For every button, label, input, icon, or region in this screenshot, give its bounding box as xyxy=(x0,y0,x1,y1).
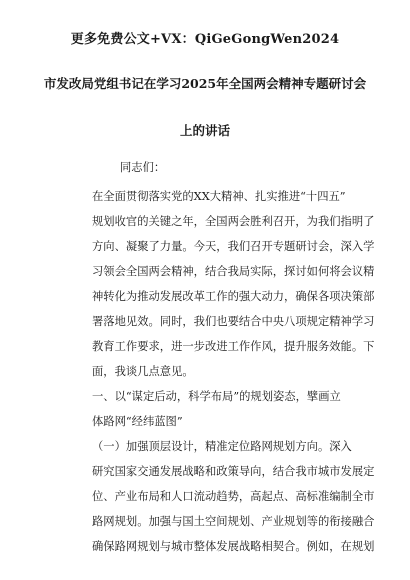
document-title-line1: 市发改局党组书记在学习2025年全国两会精神专题研讨会 xyxy=(43,76,367,91)
greeting: 同志们： xyxy=(120,161,166,174)
body-line: 确保路网规划与城市整体发展战略相契合。例如，在规划 xyxy=(92,540,375,553)
body-line: 方向、凝聚了力量。今天，我们召开专题研讨会，深入学 xyxy=(92,240,375,253)
body-line: 规划收官的关键之年，全国两会胜利召开，为我们指明了 xyxy=(92,215,375,228)
body-line: 位、产业布局和人口流动趋势，高起点、高标准编制全市 xyxy=(92,490,375,503)
body-line: 署落地见效。同时，我们也要结合中央八项规定精神学习 xyxy=(92,315,375,328)
body-line: 研究国家交通发展战略和政策导向，结合我市城市发展定 xyxy=(92,465,375,478)
body-line: 教育工作要求，进一步改进工作作风，提升服务效能。下 xyxy=(92,340,375,353)
body-line: 面，我谈几点意见。 xyxy=(92,365,194,378)
section-heading-line: 一、以“谋定后动，科学布局”的规划姿态，擘画立 xyxy=(92,390,341,403)
body-line: 在全面贯彻落实党的XX大精神、扎实推进“十四五” xyxy=(92,190,346,203)
body-paragraphs xyxy=(92,184,375,559)
promo-header: 更多免费公文+VX：QiGeGongWen2024 xyxy=(70,32,340,47)
document-title-line2: 上的讲话 xyxy=(179,123,230,138)
section-heading-line: 体路网“经纬蓝图” xyxy=(92,415,183,428)
body-line: 路网规划。加强与国土空间规划、产业规划等的衔接融合 xyxy=(92,515,375,528)
body-line: （一）加强顶层设计，精准定位路网规划方向。深入 xyxy=(92,440,352,453)
body-line: 神转化为推动发展改革工作的强大动力，确保各项决策部 xyxy=(92,290,375,303)
body-line: 习领会全国两会精神，结合我局实际，探讨如何将会议精 xyxy=(92,265,375,278)
